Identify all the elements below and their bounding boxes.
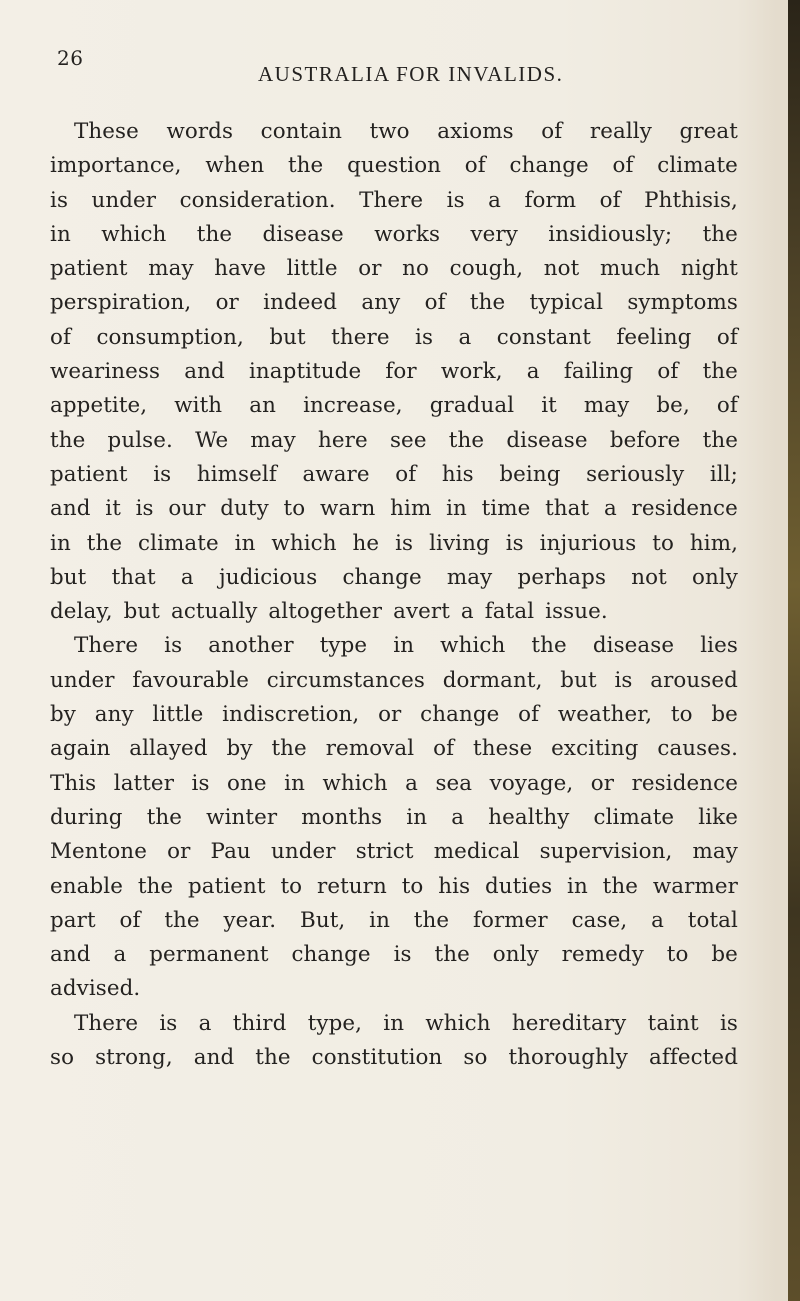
running-title: AUSTRALIA FOR INVALIDS.: [258, 62, 564, 86]
text-line: This latter is one in which a sea voyage, or residence: [50, 770, 738, 796]
text-line: part of the year. But, in the former case, a total: [50, 907, 738, 933]
page-number: 26: [57, 46, 84, 70]
text-line: Mentone or Pau under strict medical supervision, may: [50, 839, 738, 865]
text-line: under favourable circumstances dormant, but is aroused: [50, 667, 738, 693]
text-line: patient is himself aware of his being seriously ill;: [50, 461, 738, 487]
text-line: patient may have little or no cough, not much night: [50, 256, 738, 282]
text-line: delay, but actually altogether avert a fatal issue.: [50, 599, 608, 625]
text-line: and a permanent change is the only remedy to be: [50, 942, 738, 968]
body-text: [50, 115, 738, 1075]
text-line: the pulse. We may here see the disease before the: [50, 427, 738, 453]
text-line: but that a judicious change may perhaps not only: [50, 564, 738, 590]
text-line: again allayed by the removal of these exciting causes.: [50, 736, 738, 762]
text-line: in which the disease works very insidiously; the: [50, 221, 738, 247]
text-line: during the winter months in a healthy climate like: [50, 804, 738, 830]
text-line: perspiration, or indeed any of the typical symptoms: [50, 290, 738, 316]
text-line: advised.: [50, 976, 141, 1002]
text-line: so strong, and the constitution so thoroughly affected: [50, 1045, 738, 1071]
text-line: by any little indiscretion, or change of weather, to be: [50, 702, 738, 728]
page-edge-binding: [788, 0, 800, 1301]
text-line: in the climate in which he is living is injurious to him,: [50, 530, 738, 556]
paragraph: [50, 1007, 738, 1076]
text-line: importance, when the question of change of climate: [50, 153, 738, 179]
text-line: These words contain two axioms of really great: [74, 119, 738, 144]
text-line: enable the patient to return to his duties in the warmer: [50, 873, 738, 899]
text-line: There is a third type, in which hereditary taint is: [74, 1010, 738, 1036]
text-line: There is another type in which the disease lies: [74, 633, 738, 659]
text-line: and it is our duty to warn him in time that a residence: [50, 496, 738, 522]
text-line: of consumption, but there is a constant feeling of: [50, 324, 738, 350]
text-line: weariness and inaptitude for work, a failing of the: [50, 359, 738, 385]
text-line: is under consideration. There is a form of Phthisis,: [50, 187, 738, 213]
paragraph: [50, 115, 738, 629]
text-line: appetite, with an increase, gradual it may be, of: [50, 393, 738, 419]
paragraph: [50, 629, 738, 1006]
